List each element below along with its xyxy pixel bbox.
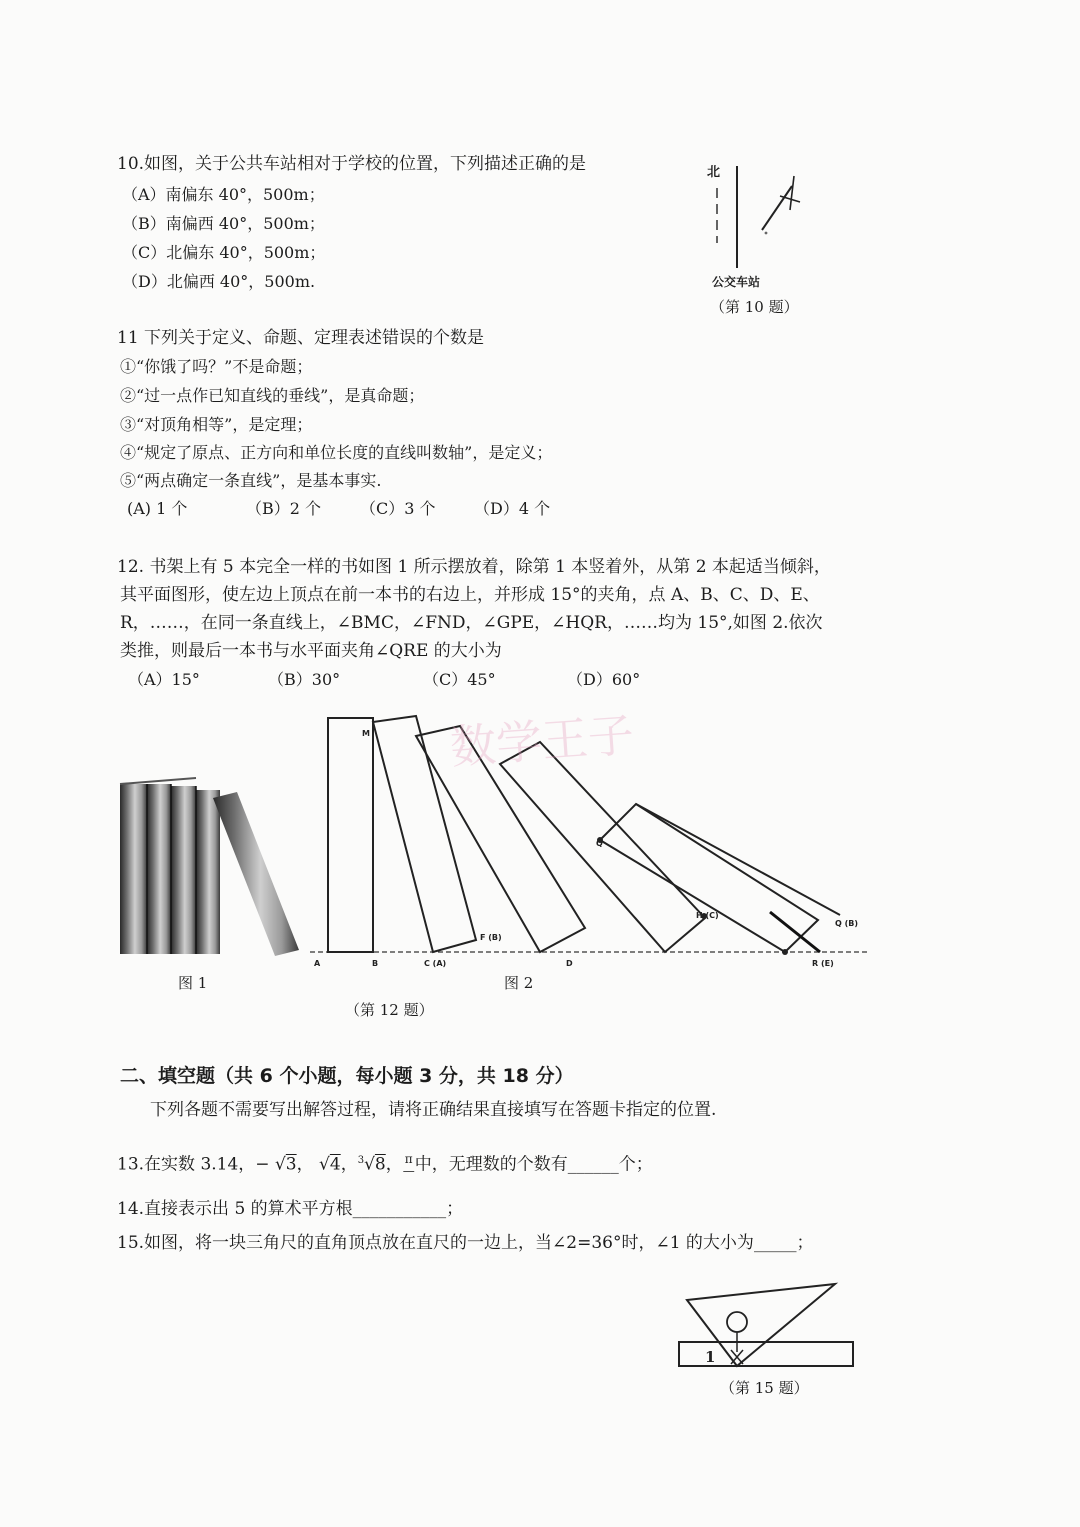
point-d-label: D <box>566 959 573 968</box>
q12-option-c: （C）45° <box>423 670 496 689</box>
point-h-label: H (C) <box>696 911 719 920</box>
q10-caption: （第 10 题） <box>710 298 799 316</box>
q10-option-d: （D）北偏西 40°，500m. <box>122 272 316 291</box>
q12-line-4: 类推，则最后一本书与水平面夹角∠QRE 的大小为 <box>120 641 502 661</box>
point-b-label: B <box>372 959 379 968</box>
figure-1-caption: 图 1 <box>178 974 208 992</box>
q15-caption: （第 15 题） <box>720 1379 809 1397</box>
point-q-label: Q <box>596 839 603 848</box>
q14 <box>117 1199 463 1219</box>
q11-item-4: ④“规定了原点、正方向和单位长度的直线叫数轴”，是定义； <box>120 443 553 462</box>
book-5 <box>600 804 818 952</box>
q15-blank[interactable]: _____ <box>753 1233 797 1253</box>
q12-option-a: （A）15° <box>128 670 200 689</box>
q10-stem: 10.如图，关于公共车站相对于学校的位置，下列描述正确的是 <box>117 154 587 174</box>
q14-text: 14.直接表示出 5 的算术平方根 <box>117 1199 353 1219</box>
q15-text: 15.如图，将一块三角尺的直角顶点放在直尺的一边上，当∠2=36°时，∠1 的大小为 <box>117 1233 754 1253</box>
q14-blank[interactable]: ___________ <box>352 1199 447 1219</box>
q10-option-b: （B）南偏西 40°，500m； <box>122 214 325 233</box>
q13-cube-index: 3 <box>357 1155 365 1166</box>
book-1 <box>328 718 373 952</box>
q13-prefix: 13.在实数 3.14， <box>117 1154 256 1175</box>
q11-item-3: ③“对顶角相等”，是定理； <box>120 415 313 434</box>
angle-1-label: 1 <box>705 1348 716 1366</box>
q13-suffix: 个； <box>618 1154 653 1175</box>
q13-root4: 4 <box>329 1154 341 1175</box>
point-a-label: A <box>314 959 321 968</box>
q15 <box>117 1233 813 1253</box>
q11-stem: 11 下列关于定义、命题、定理表述错误的个数是 <box>117 328 485 348</box>
q11-option-b: （B）2 个 <box>246 499 322 518</box>
q12-option-d: （D）60° <box>567 670 641 689</box>
q13-neg: − <box>255 1154 270 1175</box>
section-2-title: 二、填空题（共 6 个小题，每小题 3 分，共 18 分） <box>120 1065 574 1087</box>
north-label: 北 <box>707 165 721 180</box>
q13-suffix-text: 中，无理数的个数有 <box>414 1154 568 1175</box>
point-c-label: C (A) <box>424 959 447 968</box>
q12-option-b: （B）30° <box>268 670 341 689</box>
q12-figure-1-books <box>115 770 305 960</box>
q13-pi: π <box>404 1152 413 1167</box>
q11-option-c: （C）3 个 <box>360 499 436 518</box>
q12-line-2: 其平面图形，使左边上顶点在前一本书的右边上，并形成 15°的夹角，点 A、B、C、D、E、 <box>120 585 820 605</box>
point-b2-label: Q (B) <box>835 919 858 928</box>
q11-item-2: ②“过一点作已知直线的垂线”，是真命题； <box>120 386 425 405</box>
q13-root3: 3 <box>285 1154 297 1175</box>
figure-2-caption: 图 2 <box>504 974 534 992</box>
q10-bearing-line <box>762 186 792 230</box>
q13-blank[interactable]: ______ <box>567 1154 619 1175</box>
q12-line-1: 12. 书架上有 5 本完全一样的书如图 1 所示摆放着，除第 1 本竖着外，从第 2 本起适当倾斜， <box>117 557 831 577</box>
q11-option-a: (A) 1 个 <box>127 499 188 518</box>
q13: 13.在实数 3.14，− √3， √4，$^3$√8， π —中，无理数的个数有______个； <box>117 1152 653 1179</box>
q11-option-d: （D）4 个 <box>474 499 551 518</box>
watermark: 数学王子 <box>448 707 636 775</box>
point-r-label: R (E) <box>812 959 834 968</box>
q11-item-5: ⑤“两点确定一条直线”，是基本事实. <box>120 471 382 490</box>
q10-option-c: （C）北偏东 40°，500m； <box>122 243 326 262</box>
q12-caption: （第 12 题） <box>345 1001 434 1019</box>
q11-item-1: ①“你饿了吗？”不是命题； <box>120 357 313 376</box>
q15-figure <box>675 1278 865 1378</box>
bus-station-label: 公交车站 <box>712 275 761 289</box>
point-f-label: F (B) <box>480 933 502 942</box>
q10-option-a: （A）南偏东 40°，500m； <box>122 185 325 204</box>
point-m-label: M <box>362 729 370 738</box>
q15-suffix: ； <box>796 1233 814 1253</box>
q13-root8: 8 <box>374 1154 386 1175</box>
q12-line-3: R，……，在同一条直线上，∠BMC，∠FND，∠GPE，∠HQR，……均为 15°,如图 2.依次 <box>120 613 823 633</box>
q14-suffix: ； <box>446 1199 464 1219</box>
section-2-intro: 下列各题不需要写出解答过程，请将正确结果直接填写在答题卡指定的位置. <box>150 1100 717 1120</box>
